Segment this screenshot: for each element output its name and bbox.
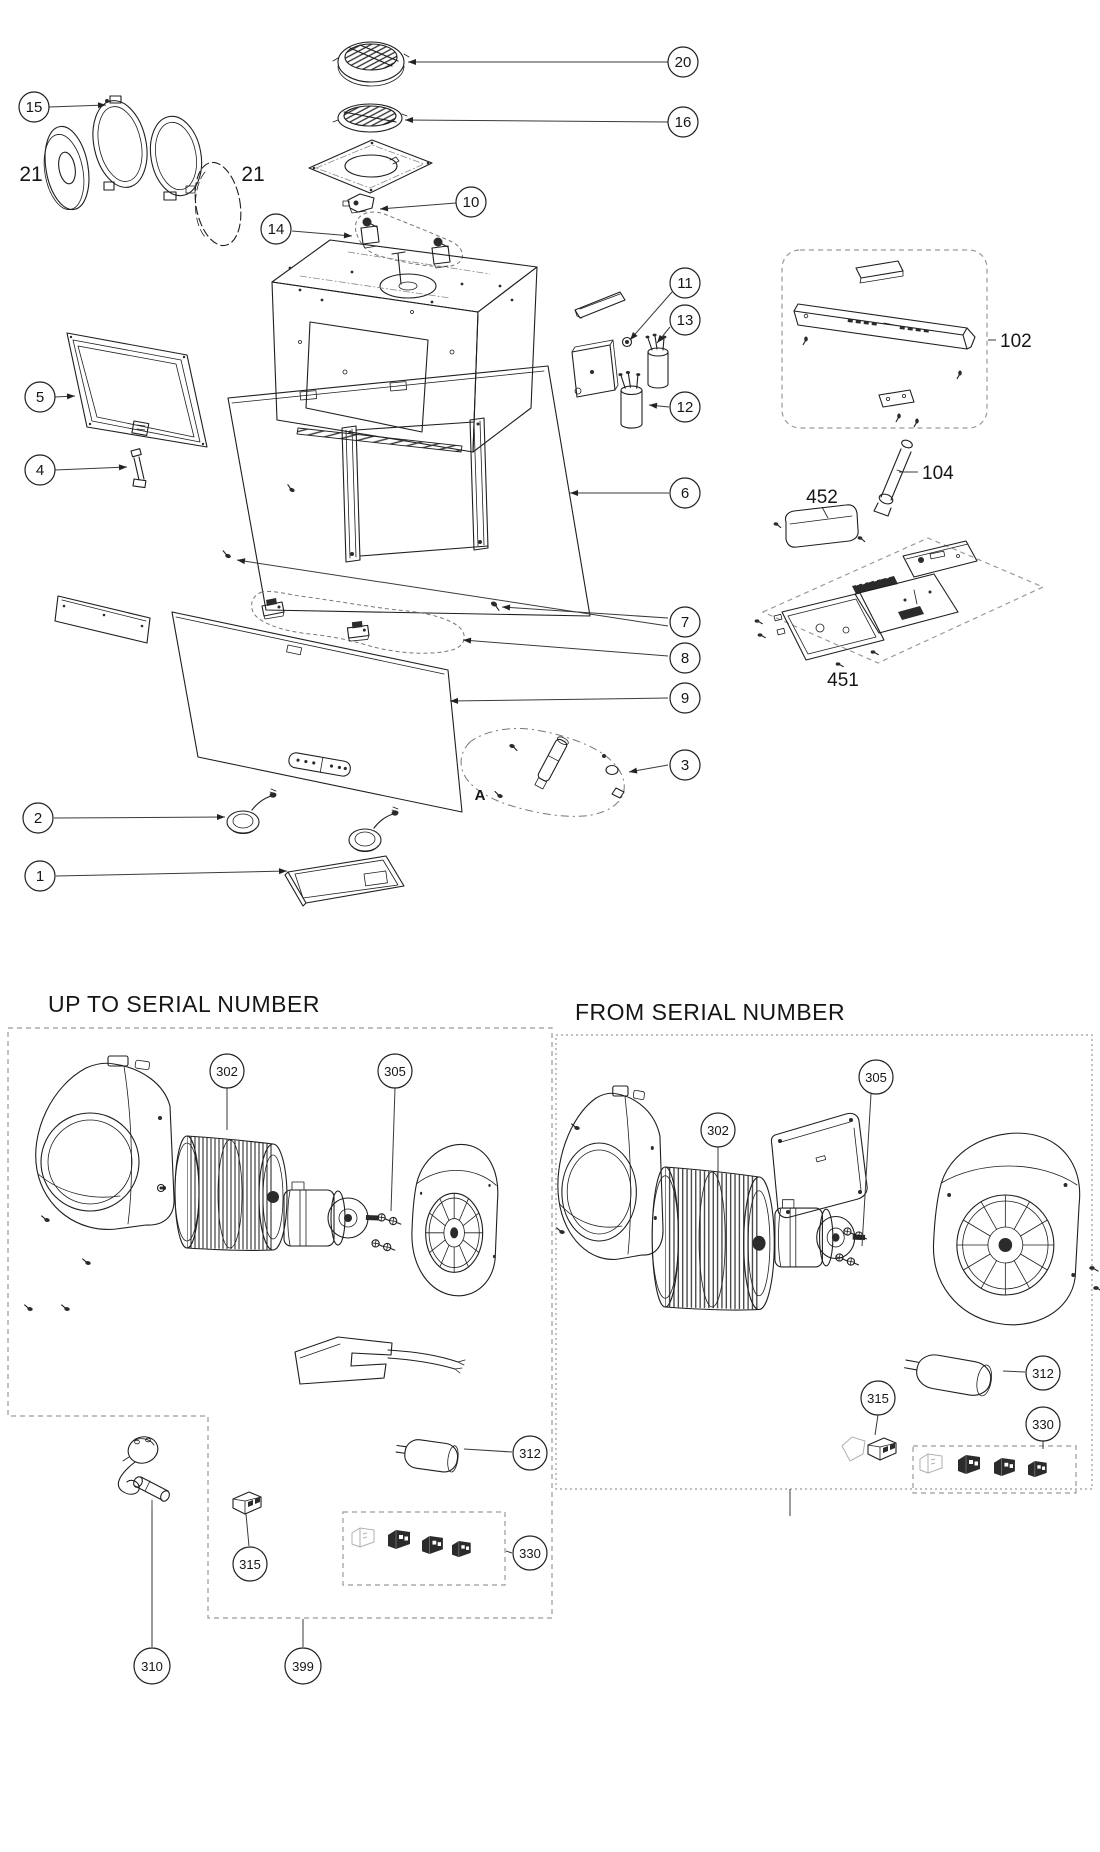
callout-1 bbox=[25, 861, 287, 891]
svg-text:305: 305 bbox=[384, 1064, 406, 1079]
callout-2 bbox=[23, 803, 225, 833]
callout-315-right bbox=[861, 1381, 895, 1435]
part-blower-wheel-left bbox=[175, 1136, 287, 1250]
part-blower-case-right bbox=[933, 1133, 1079, 1325]
svg-text:11: 11 bbox=[677, 275, 693, 292]
callout-8 bbox=[463, 640, 700, 673]
section-from-serial bbox=[556, 999, 1100, 1516]
label-102: 102 bbox=[1000, 331, 1032, 352]
part-main-housing bbox=[272, 240, 537, 452]
label-21-right: 21 bbox=[241, 163, 265, 186]
part-switch-315-right bbox=[842, 1437, 896, 1461]
callout-330-right bbox=[1026, 1407, 1060, 1449]
part-control-strip bbox=[794, 304, 975, 349]
section-up-to-serial bbox=[8, 991, 552, 1684]
svg-text:10: 10 bbox=[462, 194, 480, 211]
part-front-glass-panel bbox=[172, 612, 462, 812]
part-middle-panel bbox=[228, 366, 590, 616]
callout-10 bbox=[380, 187, 486, 217]
part-hinge-screw-set bbox=[355, 212, 462, 268]
callout-16 bbox=[405, 107, 698, 137]
part-display-board bbox=[903, 541, 977, 577]
callout-310 bbox=[134, 1506, 170, 1684]
part-blower-shell-right bbox=[558, 1086, 663, 1259]
callout-312-left bbox=[464, 1436, 547, 1470]
callout-6 bbox=[570, 478, 700, 508]
part-control-box bbox=[572, 340, 618, 397]
svg-text:1: 1 bbox=[35, 868, 45, 885]
callout-15 bbox=[19, 92, 106, 122]
part-round-grille bbox=[333, 104, 407, 132]
part-ceiling-adapter-plate bbox=[309, 140, 432, 193]
part-capacitor-12 bbox=[618, 371, 642, 428]
detail-box-102 bbox=[782, 250, 1032, 428]
part-mount-bracket-wires bbox=[295, 1337, 465, 1384]
callout-12 bbox=[649, 392, 700, 422]
part-clamp-ring bbox=[85, 96, 154, 193]
label-452: 452 bbox=[806, 487, 838, 508]
part-capacitor-left bbox=[394, 1437, 460, 1474]
svg-text:302: 302 bbox=[707, 1123, 729, 1138]
svg-text:12: 12 bbox=[676, 399, 694, 416]
part-damper-disc-right bbox=[189, 159, 247, 249]
part-grease-tray bbox=[285, 856, 404, 906]
svg-text:310: 310 bbox=[141, 1659, 163, 1674]
svg-text:330: 330 bbox=[1032, 1417, 1054, 1432]
svg-text:312: 312 bbox=[519, 1446, 541, 1461]
part-452-cover bbox=[773, 487, 865, 547]
upper-assembly-diagram bbox=[19, 42, 1043, 906]
svg-text:315: 315 bbox=[239, 1557, 261, 1572]
part-capacitor-13 bbox=[646, 334, 669, 388]
connector-kit-box-right bbox=[913, 1446, 1076, 1493]
part-trim-strip bbox=[55, 596, 150, 643]
detail-box-451 bbox=[755, 538, 1043, 691]
part-strip-bracket bbox=[879, 390, 914, 407]
svg-text:315: 315 bbox=[867, 1391, 889, 1406]
svg-text:15: 15 bbox=[25, 99, 43, 116]
svg-text:312: 312 bbox=[1032, 1366, 1054, 1381]
section-heading-right: FROM SERIAL NUMBER bbox=[575, 999, 846, 1025]
part-latch-set bbox=[252, 591, 465, 653]
label-104: 104 bbox=[922, 463, 954, 484]
svg-text:7: 7 bbox=[680, 614, 690, 631]
callout-5 bbox=[25, 382, 75, 412]
callout-14 bbox=[261, 214, 352, 244]
svg-text:8: 8 bbox=[680, 650, 690, 667]
part-clamp-ring-second bbox=[144, 112, 207, 200]
part-blower-case-left bbox=[412, 1144, 498, 1295]
section-heading-left: UP TO SERIAL NUMBER bbox=[48, 991, 320, 1017]
svg-text:399: 399 bbox=[292, 1659, 314, 1674]
part-filter-hinge bbox=[131, 449, 146, 488]
part-104-damper bbox=[874, 439, 954, 516]
callout-20 bbox=[408, 47, 698, 77]
part-damper-disc-left bbox=[39, 123, 95, 213]
svg-text:2: 2 bbox=[33, 810, 43, 827]
svg-text:6: 6 bbox=[680, 485, 690, 502]
svg-text:14: 14 bbox=[267, 221, 285, 238]
svg-text:305: 305 bbox=[865, 1070, 887, 1085]
part-power-cord bbox=[118, 1433, 171, 1506]
connector-kit-box-left bbox=[343, 1512, 505, 1585]
part-top-vent-cap bbox=[333, 42, 409, 86]
svg-text:3: 3 bbox=[680, 757, 690, 774]
svg-text:20: 20 bbox=[674, 54, 692, 71]
part-inlet-cover bbox=[771, 1113, 867, 1217]
label-detail-a: A bbox=[474, 787, 486, 804]
part-lamp-right bbox=[349, 807, 398, 852]
callout-302-left bbox=[210, 1054, 244, 1130]
label-21-left: 21 bbox=[19, 163, 43, 186]
callout-305-left bbox=[378, 1054, 412, 1211]
svg-text:9: 9 bbox=[680, 690, 690, 707]
part-grommet bbox=[623, 338, 632, 347]
svg-text:302: 302 bbox=[216, 1064, 238, 1079]
callout-305-right bbox=[859, 1060, 893, 1246]
svg-text:4: 4 bbox=[35, 462, 45, 479]
kit-399-outline bbox=[8, 1028, 552, 1618]
part-switch-315-left bbox=[233, 1492, 261, 1514]
part-lamp-left bbox=[227, 789, 276, 834]
part-control-housing bbox=[774, 593, 884, 660]
svg-text:16: 16 bbox=[674, 114, 692, 131]
callout-312-right bbox=[1003, 1356, 1060, 1390]
part-mounting-bracket bbox=[343, 194, 374, 213]
callout-9 bbox=[450, 683, 700, 713]
part-control-strip-cover bbox=[856, 261, 903, 283]
part-gas-spring-kit bbox=[461, 729, 624, 817]
part-bracket-strip bbox=[575, 292, 625, 318]
svg-text:13: 13 bbox=[676, 312, 694, 329]
callout-399 bbox=[285, 1619, 321, 1684]
svg-text:5: 5 bbox=[35, 389, 45, 406]
callout-3 bbox=[629, 750, 700, 780]
part-capacitor-right bbox=[902, 1350, 994, 1398]
part-grease-filter-panel bbox=[67, 333, 207, 447]
svg-text:330: 330 bbox=[519, 1546, 541, 1561]
part-blower-shell-left bbox=[36, 1056, 174, 1229]
callout-315-left bbox=[233, 1514, 267, 1581]
callout-7 bbox=[237, 560, 700, 637]
part-blower-wheel-right bbox=[652, 1167, 774, 1310]
label-451: 451 bbox=[827, 670, 859, 691]
callout-330-left bbox=[506, 1536, 547, 1570]
part-motor-left bbox=[284, 1182, 379, 1246]
callout-4 bbox=[25, 455, 127, 485]
